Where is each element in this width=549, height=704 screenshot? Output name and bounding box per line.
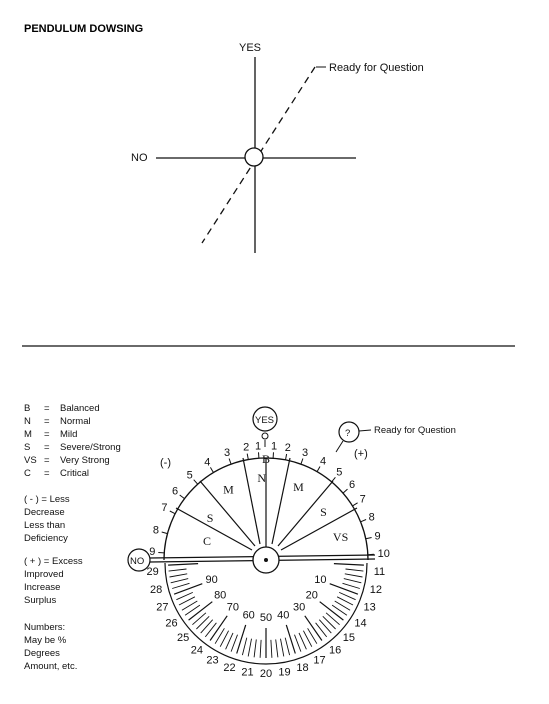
tick-mark	[295, 635, 301, 652]
top-yes-label: YES	[239, 42, 262, 54]
outer-number: 28	[149, 584, 163, 597]
dial-no-label: NO	[130, 556, 145, 567]
dial-pivot	[264, 558, 268, 562]
legend-code: M	[24, 429, 32, 440]
scale-number: 8	[152, 524, 159, 537]
tick-mark	[260, 640, 261, 658]
tick-mark	[180, 495, 185, 499]
tick-mark	[343, 489, 348, 493]
tick-mark	[271, 640, 272, 658]
tick-mark	[345, 574, 363, 577]
inner-number: 40	[277, 609, 290, 622]
legend-code: VS	[24, 455, 37, 466]
tick-mark	[346, 569, 364, 571]
tick-mark	[353, 503, 358, 506]
legend-code: C	[24, 468, 31, 479]
dial-ready-label: Ready for Question	[374, 425, 456, 436]
tick-mark	[174, 584, 202, 595]
legend-sep: =	[44, 455, 50, 466]
ready-leader	[359, 430, 371, 431]
note-line: Degrees	[24, 648, 60, 659]
legend-sep: =	[44, 429, 50, 440]
legend-meaning: Balanced	[60, 403, 100, 414]
page-title: PENDULUM DOWSING	[24, 23, 144, 35]
legend-sep: =	[44, 442, 50, 453]
scale-number: 7	[161, 502, 168, 515]
top-dowsing-diagram	[131, 42, 424, 253]
outer-number: 15	[342, 632, 356, 645]
legend-sep: =	[44, 416, 50, 427]
outer-number: 11	[373, 565, 386, 578]
inner-number: 10	[314, 574, 327, 587]
legend-code: S	[24, 442, 31, 453]
note-line: Decrease	[24, 507, 65, 518]
tick-mark	[319, 620, 331, 633]
question-stem	[336, 441, 343, 452]
scale-number: 6	[348, 479, 356, 492]
top-ready-label: Ready for Question	[329, 62, 424, 74]
outer-number: 25	[176, 632, 190, 645]
plus-note	[24, 556, 83, 606]
outer-number: 18	[296, 662, 309, 674]
legend-meaning: Normal	[60, 416, 91, 427]
tick-mark	[170, 511, 175, 514]
tick-mark	[326, 613, 340, 625]
tick-mark	[172, 583, 189, 588]
tick-mark	[231, 635, 237, 652]
tick-mark	[201, 620, 213, 633]
scale-number: 7	[359, 493, 366, 506]
outer-number: 17	[313, 654, 326, 667]
outer-number: 21	[241, 666, 254, 679]
sector-letter: M	[293, 479, 304, 494]
scale-number: 10	[377, 547, 390, 560]
note-line: May be %	[24, 635, 67, 646]
tick-mark	[210, 467, 213, 472]
inner-number: 20	[305, 589, 318, 602]
sector-letter: N	[257, 471, 267, 486]
inner-number: 90	[205, 574, 218, 587]
scale-number: 6	[171, 485, 179, 498]
tick-mark	[339, 592, 355, 599]
question-mark: ?	[345, 428, 351, 439]
tick-mark	[343, 583, 360, 588]
tick-mark	[170, 574, 188, 577]
tick-mark	[276, 639, 278, 657]
sector-letter: C	[202, 533, 212, 548]
pendulum-center	[245, 148, 263, 166]
scale-number: 9	[374, 530, 381, 543]
scale-number: 4	[319, 455, 327, 468]
note-line: Surplus	[24, 595, 57, 606]
minus-sign: (-)	[160, 457, 171, 469]
scale-number: 9	[149, 546, 156, 558]
legend-code: B	[24, 403, 31, 414]
legend-meaning: Severe/Strong	[60, 442, 121, 453]
note-line: Deficiency	[24, 533, 68, 544]
legend-meaning: Very Strong	[60, 455, 110, 466]
tick-mark	[171, 579, 189, 583]
tick-mark	[168, 564, 198, 566]
tick-mark	[366, 538, 372, 539]
tick-mark	[169, 569, 187, 571]
outer-number: 19	[278, 666, 291, 679]
outer-number: 12	[369, 584, 383, 597]
top-no-label: NO	[131, 152, 148, 164]
tick-mark	[286, 454, 287, 460]
note-line: Improved	[24, 569, 64, 580]
tick-mark	[285, 638, 289, 655]
segment-line	[272, 458, 290, 544]
tick-mark	[242, 638, 246, 655]
note-line: Amount, etc.	[24, 661, 78, 672]
outer-number: 27	[156, 601, 169, 614]
tick-mark	[334, 564, 364, 566]
outer-number: 13	[363, 601, 376, 614]
tick-mark	[299, 633, 306, 649]
legend-sep: =	[44, 468, 50, 479]
scale-number: 5	[186, 469, 193, 482]
plus-sign: (+)	[354, 448, 368, 460]
legend-code: N	[24, 416, 31, 427]
tick-mark	[323, 616, 336, 629]
tick-mark	[192, 613, 206, 625]
scale-number: 8	[368, 511, 375, 524]
tick-mark	[229, 459, 231, 465]
tick-mark	[247, 454, 248, 460]
tick-mark	[254, 639, 256, 657]
tick-mark	[344, 579, 362, 583]
tick-mark	[332, 477, 336, 482]
inner-number: 60	[242, 609, 255, 622]
sector-letter: B	[261, 452, 271, 466]
numbers-note	[24, 622, 77, 672]
scale-number: 1	[254, 440, 262, 453]
sector-letter: VS	[332, 530, 349, 545]
outer-number: 26	[165, 617, 178, 630]
outer-number: 20	[259, 668, 273, 680]
outer-number: 16	[328, 644, 342, 657]
scale-number: 1	[270, 440, 278, 453]
note-line: Increase	[24, 582, 61, 593]
legend	[24, 403, 121, 479]
tick-mark	[281, 639, 284, 657]
yes-stem-dot	[262, 433, 268, 439]
scale-number: 3	[223, 446, 231, 459]
legend-sep: =	[44, 403, 50, 414]
inner-number: 50	[259, 612, 273, 624]
outer-number: 23	[206, 654, 219, 667]
minus-note	[24, 494, 70, 544]
tick-mark	[196, 616, 209, 629]
note-line: Numbers:	[24, 622, 66, 633]
note-line: ( + ) = Excess	[24, 556, 83, 567]
dial-yes-label: YES	[255, 415, 275, 426]
sector-letter: S	[206, 510, 214, 525]
legend-meaning: Mild	[60, 429, 78, 440]
note-line: ( - ) = Less	[24, 494, 70, 505]
scale-number: 3	[301, 446, 309, 459]
scale-number: 4	[204, 456, 211, 469]
sector-letter: S	[320, 504, 327, 519]
inner-number: 80	[214, 589, 227, 602]
tick-mark	[361, 520, 367, 522]
outer-number: 14	[354, 617, 367, 630]
scale-number: 2	[243, 441, 250, 454]
outer-number: 22	[223, 662, 236, 674]
legend-meaning: Critical	[60, 468, 90, 479]
note-line: Less than	[24, 520, 66, 531]
tick-mark	[248, 639, 251, 657]
tick-mark	[330, 584, 358, 595]
tick-mark	[162, 532, 168, 534]
tick-mark	[194, 480, 198, 485]
inner-number: 70	[226, 601, 240, 614]
inner-number: 30	[292, 601, 306, 614]
outer-number: 29	[146, 565, 159, 578]
dowsing-dial	[128, 407, 456, 680]
tick-mark	[176, 592, 192, 599]
scale-number: 5	[336, 466, 343, 479]
outer-number: 24	[190, 644, 204, 657]
tick-mark	[226, 633, 233, 649]
sector-letter: M	[223, 482, 234, 497]
tick-mark	[301, 459, 303, 465]
scale-number: 2	[284, 442, 291, 455]
